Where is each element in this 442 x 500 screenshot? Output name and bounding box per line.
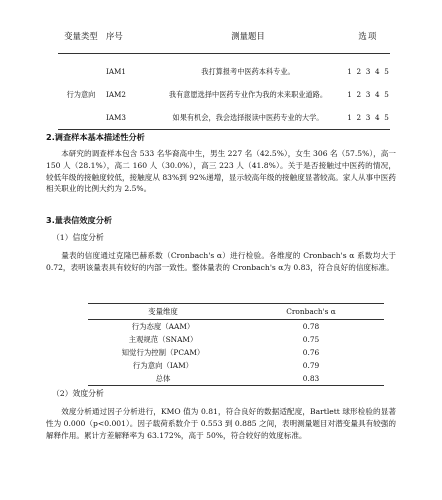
- validity-subheading: （2）效度分析: [52, 389, 104, 398]
- table-row: [88, 333, 384, 346]
- item-options: 1 2 3 4 5: [347, 112, 390, 122]
- table-row: [88, 320, 384, 334]
- alpha-cell: 0.76: [302, 348, 320, 358]
- dimension-cell: 主观规范（SNAM）: [128, 335, 198, 345]
- reliability-table: [88, 303, 384, 386]
- reliability-subheading: （1）信度分析: [52, 233, 104, 242]
- alpha-cell: 0.78: [302, 322, 320, 332]
- measurement-items-table: [58, 27, 390, 130]
- section-2-paragraph: 本研究的调查样本包含 533 名华裔高中生，男生 227 名（42.5%），女生 306 名（57.5%），高一 150 人（28.1%），高二 160 人（30.0%），高三 223 人（41.8%）。关于是否接触过中医药的情况，较低年级的接触度较低，接触度从 83%到 92%递增，显示较高年级的接触度显著较高。家人从事中医药相关职业的比例大约为 2.5%。: [46, 149, 396, 194]
- item-options: 1 2 3 4 5: [347, 66, 390, 76]
- item-options: 1 2 3 4 5: [347, 89, 390, 99]
- dimension-cell: 行为态度（AAM）: [131, 322, 195, 332]
- section-2-heading: 2.调查样本基本描述性分析: [46, 132, 145, 142]
- item-text: 如果有机会，我会选择报读中医药专业的大学。: [172, 112, 324, 122]
- item-number: IAM2: [106, 89, 126, 99]
- variable-type-cell: 行为意向: [66, 89, 96, 99]
- item-number: IAM3: [106, 112, 126, 122]
- table-header-row: [58, 27, 390, 54]
- item-text: 我有意愿选择中医药专业作为我的未来职业道路。: [168, 89, 328, 99]
- dimension-cell: 知觉行为控制（PCAM）: [121, 348, 205, 358]
- table-row: [58, 54, 390, 84]
- header-cronbach-alpha: Cronbach's α: [238, 304, 384, 320]
- alpha-cell: 0.79: [302, 361, 320, 371]
- table-row: [88, 372, 384, 386]
- dimension-cell: 行为意向（IAM）: [132, 361, 194, 371]
- header-number: 序号: [106, 31, 123, 41]
- item-text: 我打算报考中医药本科专业。: [201, 66, 295, 76]
- alpha-cell: 0.83: [238, 372, 384, 386]
- table-row: [88, 346, 384, 359]
- section-3-heading: 3.量表信效度分析: [46, 215, 113, 225]
- table-row: [58, 106, 390, 130]
- validity-paragraph: 效度分析通过因子分析进行，KMO 值为 0.81，符合良好的数据适配度，Bartlett 球形检验的显著性为 0.000（p<0.001）。因子载荷系数介于 0.553 到 0.885 之间，表明测量题目对潜变量具有较强的解释作用。累计方差解释率为 63.172%，高于 50%，符合较好的效度标准。: [46, 407, 396, 440]
- table-header-row: [88, 304, 384, 320]
- table-row: [58, 83, 390, 106]
- alpha-cell: 0.75: [302, 335, 320, 345]
- dimension-cell: 总体: [88, 372, 238, 386]
- table-row: [88, 359, 384, 372]
- header-item: 测量题目: [231, 31, 265, 41]
- header-variable-type: 变量类型: [64, 31, 98, 41]
- header-options: 选项: [358, 31, 378, 41]
- header-dimension: 变量维度: [88, 304, 238, 320]
- item-number: IAM1: [106, 66, 126, 76]
- reliability-paragraph: 量表的信度通过克隆巴赫系数（Cronbach's α）进行检验。各维度的 Cronbach's α 系数均大于 0.72，表明该量表具有较好的内部一致性。整体量表的 Cronbach's α为 0.83，符合良好的信度标准。: [46, 251, 396, 272]
